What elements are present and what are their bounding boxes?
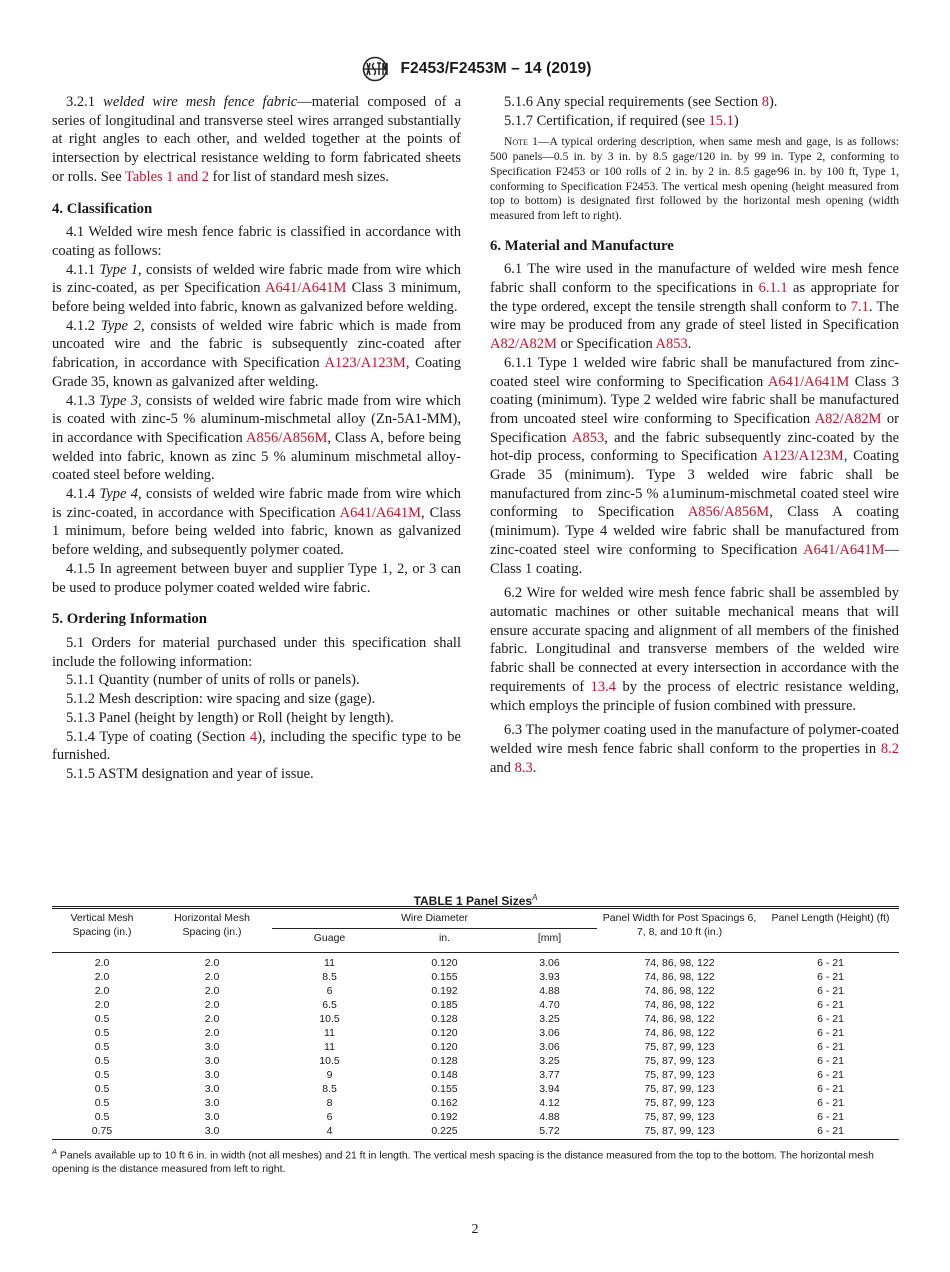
- table-cell: 3.93: [539, 970, 560, 983]
- table-cell: 0.5: [94, 1110, 110, 1123]
- ref-section-8[interactable]: 8: [761, 94, 769, 110]
- table-row: [52, 1055, 899, 1069]
- section-5-1-3: 5.1.3 Panel (height by length) or Roll (height by length).: [66, 709, 394, 726]
- table-cell: 3.0: [204, 1040, 220, 1053]
- table-cell: 2.0: [204, 998, 220, 1011]
- section-5-1-2: 5.1.2 Mesh description: wire spacing and size (gage).: [66, 691, 376, 708]
- table-cell: 0.128: [431, 1054, 458, 1067]
- table-cell: 6 - 21: [817, 1054, 844, 1067]
- ref-a123[interactable]: A123/A123M: [762, 448, 844, 465]
- table-cell: 11: [324, 1026, 335, 1039]
- left-column: [52, 93, 461, 784]
- table-cell: 2.0: [204, 956, 220, 969]
- table-cell: 2.0: [204, 970, 220, 983]
- table-cell: 8.5: [322, 970, 337, 983]
- section-4-1-4: 4.1.4 Type 4, consists of welded wire fabric made from wire which is zinc-coated, in accordance with Specification A641/A641M, Class 1 minimum, before being welded into fabric, known as galvanized before welding, and subsequently polymer coated.: [52, 486, 462, 559]
- table-cell: 0.192: [431, 984, 458, 997]
- header-panel-width: Panel Width for Post Spacings 6, 7, 8, and 10 ft (in.): [597, 908, 762, 953]
- table-cell: 6 - 21: [817, 1110, 844, 1123]
- table-cell: 6 - 21: [817, 1040, 844, 1053]
- table-cell: 0.5: [94, 1054, 110, 1067]
- table-cell: 4.12: [539, 1096, 560, 1109]
- section-4-1-3: 4.1.3 Type 3, consists of welded wire fabric made from wire which is coated with zinc-5 % aluminum-mischmetal alloy (Zn-5A1-MM), in accordance with Specification A856/A856M, Class A, before being welded into fabric, known as zinc 5 % aluminum mischmetal alloy-coated steel before welding.: [52, 392, 461, 484]
- heading-classification: 4. Classification: [52, 200, 153, 217]
- table-cell: 11: [324, 956, 335, 969]
- table-cell: 2.0: [94, 970, 110, 983]
- heading-material-manufacture: 6. Material and Manufacture: [490, 237, 674, 254]
- header-guage: Guage: [272, 928, 387, 952]
- table-cell: 6 - 21: [817, 1068, 844, 1081]
- table-cell: 0.5: [94, 1096, 110, 1109]
- section-4-1-1: 4.1.1 Type 1, consists of welded wire fabric made from wire which is zinc-coated, as per Specification A641/A641M Class 3 minimum, before being welded into fabric, known as galvanized before welding.: [52, 261, 461, 316]
- table-cell: 0.162: [431, 1096, 458, 1109]
- table-cell: 6 - 21: [817, 956, 844, 969]
- table-title: TABLE 1 Panel Sizes$^A$: [413, 893, 538, 908]
- table-cell: 74, 86, 98, 122: [644, 998, 715, 1011]
- table-cell: 0.5: [94, 1068, 110, 1081]
- table-cell: 0.148: [431, 1068, 458, 1081]
- table-cell: 4: [326, 1124, 333, 1137]
- table-cell: 10.5: [319, 1012, 340, 1025]
- right-column: [490, 93, 899, 777]
- header-vertical-spacing: Vertical Mesh Spacing (in.): [52, 908, 152, 953]
- table-footnote: $^A$ Panels available up to 10 ft 6 in. in width (not all meshes) and 21 ft in length. The vertical mesh spacing is the distance measured from the top to the bottom. The horizontal mesh opening is the distance measured from left to right.: [52, 1146, 874, 1176]
- table-cell: 6 - 21: [817, 1082, 844, 1095]
- table-cell: 3.06: [539, 1040, 560, 1053]
- header-in: in.: [387, 928, 502, 952]
- table-row: [52, 1069, 899, 1083]
- table-row: [52, 971, 899, 985]
- ref-a853[interactable]: A853: [655, 336, 688, 353]
- ref-a856[interactable]: A856/A856M: [246, 429, 328, 446]
- table-cell: 3.94: [539, 1082, 560, 1095]
- section-6-1-1: 6.1.1 Type 1 welded wire fabric shall be manufactured from zinc-coated steel wire conforming to Specification A641/A641M Class 3 coating (minimum). Type 2 welded wire fabric shall be manufactured from uncoated steel wire conforming to Specification A82/A82M or Specification A853, and the fabric subsequently zinc-coated by the hot-dip process, conforming to Specification A123/A123M, Coating Grade 35 (minimum). Type 3 welded wire fabric shall be manufactured from zinc-5 % a1uminum-mischmetal coated steel wire conforming to Specification A856/A856M, Class A coating (minimum). Type 4 welded wire fabric shall be manufactured from zinc-coated steel wire conforming to Specification A641/A641M—Class 1 coating.: [490, 354, 899, 577]
- table-cell: 6 - 21: [817, 1096, 844, 1109]
- table-cell: 74, 86, 98, 122: [644, 1026, 715, 1039]
- table-cell: 3.77: [539, 1068, 560, 1081]
- table-cell: 6 - 21: [817, 984, 844, 997]
- table-cell: 3.25: [539, 1054, 560, 1067]
- ref-a123[interactable]: A123/A123M: [324, 355, 406, 372]
- header-panel-length: Panel Length (Height) (ft): [762, 908, 899, 953]
- table-cell: 74, 86, 98, 122: [644, 984, 715, 997]
- ref-15-1[interactable]: 15.1: [708, 112, 734, 129]
- section-6-3: 6.3 The polymer coating used in the manufacture of polymer-coated welded wire mesh fence fabric shall conform to the properties in 8.2 and 8.3.: [490, 722, 899, 776]
- table-row: [52, 1125, 899, 1140]
- table-cell: 4.70: [539, 998, 560, 1011]
- table-row: [52, 985, 899, 999]
- table-cell: 6 - 21: [817, 1012, 844, 1025]
- header-horizontal-spacing: Horizontal Mesh Spacing (in.): [152, 908, 272, 953]
- heading-ordering-information: 5. Ordering Information: [52, 611, 207, 628]
- table-cell: 75, 87, 99, 123: [644, 1054, 715, 1067]
- section-5-1-6: 5.1.6 Any special requirements (see Section 8).: [504, 94, 778, 110]
- table-row: [52, 1013, 899, 1027]
- astm-logo-icon: [358, 56, 392, 82]
- section-4-1-5: 4.1.5 In agreement between buyer and supplier Type 1, 2, or 3 can be used to produce polymer coated welded wire fabric.: [52, 560, 461, 596]
- table-cell: 3.0: [204, 1110, 220, 1123]
- document-designation: F2453/F2453M – 14 (2019): [400, 60, 592, 77]
- table-row: [52, 999, 899, 1013]
- section-5-1-5: 5.1.5 ASTM designation and year of issue.: [66, 765, 314, 782]
- table-cell: 75, 87, 99, 123: [644, 1068, 715, 1081]
- table-cell: 0.75: [91, 1124, 113, 1137]
- table-cell: 3.06: [539, 956, 560, 969]
- section-4-1: 4.1 Welded wire mesh fence fabric is classified in accordance with coating as follows:: [52, 224, 461, 259]
- table-cell: 6.5: [322, 998, 337, 1011]
- table-cell: 4.88: [539, 1110, 560, 1123]
- table-cell: 0.5: [94, 1040, 110, 1053]
- section-3-2-1: 3.2.1 welded wire mesh fence fabric—material composed of a series of longitudinal and transverse steel wires arranged substantially at right angles to each other, and welded together at the points of intersection by electrical resistance welding to form fabricated sheets or rolls. See Tables 1 and 2 for list of standard mesh sizes.: [52, 94, 461, 185]
- ref-a641[interactable]: A641/A641M: [803, 541, 885, 558]
- section-6-1: 6.1 The wire used in the manufacture of welded wire mesh fence fabric shall conform to the specifications in 6.1.1 as appropriate for the type ordered, except the tensile strength shall conform to 7.1. The wire may be produced from any grade of steel listed in Specification A82/A82M or Specification A853.: [490, 261, 900, 353]
- table-cell: 3.0: [204, 1068, 220, 1081]
- header-mm: [mm]: [502, 928, 597, 952]
- ref-a82[interactable]: A82/A82M: [814, 410, 882, 427]
- table-row: [52, 1097, 899, 1111]
- table-cell: 0.5: [94, 1082, 110, 1095]
- table-cell: 6 - 21: [817, 970, 844, 983]
- table-cell: 10.5: [319, 1054, 340, 1067]
- table-cell: 2.0: [204, 984, 220, 997]
- table-cell: 8: [326, 1096, 333, 1109]
- ref-8-3[interactable]: 8.3: [514, 759, 533, 776]
- table-row: [52, 1027, 899, 1041]
- table-cell: 2.0: [204, 1026, 220, 1039]
- table-cell: 0.185: [431, 998, 458, 1011]
- table-row: [52, 1083, 899, 1097]
- ref-a856[interactable]: A856/A856M: [687, 504, 770, 521]
- table-cell: 3.0: [204, 1054, 220, 1067]
- table-cell: 75, 87, 99, 123: [644, 1096, 715, 1109]
- table-body: [52, 952, 899, 1139]
- table-cell: 2.0: [94, 998, 110, 1011]
- table-cell: 8.5: [322, 1082, 337, 1095]
- section-5-1: 5.1 Orders for material purchased under this specification shall include the following information:: [52, 634, 461, 670]
- table-cell: 0.225: [431, 1124, 458, 1137]
- page-header: [0, 56, 950, 82]
- table-cell: 6 - 21: [817, 1026, 844, 1039]
- table-cell: 0.155: [431, 1082, 458, 1095]
- table-cell: 0.120: [431, 1026, 458, 1039]
- table-cell: 9: [326, 1068, 333, 1081]
- ref-a853[interactable]: A853: [571, 429, 605, 446]
- table-cell: 0.120: [431, 956, 458, 969]
- table-cell: 74, 86, 98, 122: [644, 970, 715, 983]
- table-cell: 3.0: [204, 1096, 220, 1109]
- ref-8-2[interactable]: 8.2: [880, 740, 899, 757]
- page-number: 2: [471, 1222, 479, 1237]
- ref-13-4[interactable]: 13.4: [590, 678, 617, 695]
- header-wire-diameter: Wire Diameter: [272, 908, 597, 929]
- panel-sizes-table-block: [52, 890, 899, 1177]
- table-cell: 5.72: [539, 1124, 560, 1137]
- table-cell: 0.5: [94, 1026, 110, 1039]
- table-cell: 0.128: [431, 1012, 458, 1025]
- section-5-1-1: 5.1.1 Quantity (number of units of rolls or panels).: [66, 672, 360, 689]
- table-cell: 75, 87, 99, 123: [644, 1110, 715, 1123]
- table-cell: 75, 87, 99, 123: [644, 1124, 715, 1137]
- table-cell: 0.192: [431, 1110, 458, 1123]
- table-cell: 75, 87, 99, 123: [644, 1040, 715, 1053]
- ref-a641[interactable]: A641/A641M: [264, 280, 347, 297]
- table-cell: 74, 86, 98, 122: [644, 956, 715, 969]
- table-cell: 6: [326, 984, 333, 997]
- section-5-1-4: 5.1.4 Type of coating (Section 4), including the specific type to be furnished.: [52, 728, 461, 764]
- table-cell: 6: [326, 1110, 333, 1123]
- ref-a641[interactable]: A641/A641M: [767, 373, 850, 390]
- table-cell: 2.0: [94, 984, 110, 997]
- ref-6-1-1[interactable]: 6.1.1: [758, 280, 788, 297]
- table-cell: 11: [324, 1040, 335, 1053]
- table-cell: 4.88: [539, 984, 560, 997]
- section-5-1-7: 5.1.7 Certification, if required (see 15.1): [504, 112, 739, 129]
- ref-a641[interactable]: A641/A641M: [339, 504, 422, 521]
- table-cell: 0.155: [431, 970, 458, 983]
- table-cell: 3.06: [539, 1026, 560, 1039]
- table-cell: 3.25: [539, 1012, 560, 1025]
- ref-section-4[interactable]: 4: [249, 728, 258, 745]
- table-cell: 2.0: [204, 1012, 220, 1025]
- tables-link[interactable]: Tables 1 and 2: [125, 168, 209, 185]
- table-cell: 2.0: [94, 956, 110, 969]
- table-cell: 0.120: [431, 1040, 458, 1053]
- note-1: Note 1—A typical ordering description, when same mesh and gage, is as follows: 500 panels—0.5 in. by 3 in. by 8.5 gage/120 in. by 99 in. Type 2, conforming to Specification F2453 or 100 rolls of 2 in. by 2 in. 8.5 gage⁄96 in. by 100 ft, Type 1, conforming to Specification F2453. The vertical mesh opening (height measured from top to bottom) is designated first followed by the horizontal mesh opening (width measured from left to right).: [490, 135, 899, 222]
- table-cell: 3.0: [204, 1124, 220, 1137]
- table-row: [52, 1041, 899, 1055]
- table-cell: 3.0: [204, 1082, 220, 1095]
- ref-a82[interactable]: A82/A82M: [490, 336, 557, 353]
- table-cell: 75, 87, 99, 123: [644, 1082, 715, 1095]
- table-cell: 74, 86, 98, 122: [644, 1012, 715, 1025]
- section-6-2: 6.2 Wire for welded wire mesh fence fabric shall be assembled by automatic machines or other suitable mechanical means that will ensure accurate spacing and alignment of all members of the finished fabric. Longitudinal and transverse members of the welded wire fabric shall be connected at every intersection in accordance with the requirements of 13.4 by the process of electric resistance welding, which employs the principle of fusion combined with pressure.: [490, 585, 899, 714]
- ref-7-1[interactable]: 7.1: [850, 298, 869, 315]
- table-cell: 6 - 21: [817, 1124, 844, 1137]
- panel-sizes-table: [52, 906, 899, 1140]
- section-4-1-2: 4.1.2 Type 2, consists of welded wire fabric which is made from uncoated wire and the fabric is subsequently zinc-coated after fabrication, in accordance with Specification A123/A123M, Coating Grade 35, known as galvanized after welding.: [52, 317, 461, 390]
- table-cell: 6 - 21: [817, 998, 844, 1011]
- table-cell: 0.5: [94, 1012, 110, 1025]
- table-row: [52, 1111, 899, 1125]
- table-row: [52, 952, 899, 971]
